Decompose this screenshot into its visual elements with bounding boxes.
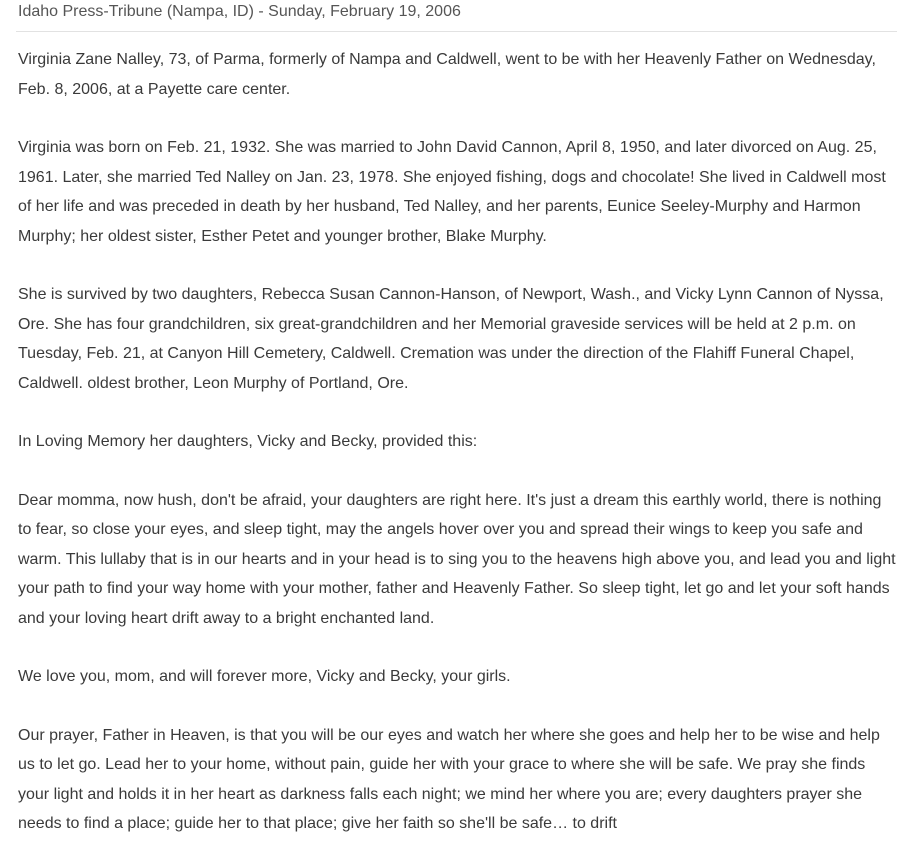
paragraph-survivors: She is survived by two daughters, Rebecca Susan Cannon-Hanson, of Newport, Wash., and Vicky Lynn Cannon of Nyssa, Ore. She has four grandchildren, six great-grandchildren and her Memorial graveside services will be held at 2 p.m. on Tuesday, Feb. 21, at Canyon Hill Cemetery, Caldwell. Cremation was under the direction of the Flahiff Funeral Chapel, Caldwell. oldest brother, Leon Murphy of Portland, Ore. (18, 286, 884, 392)
paragraph-biography: Virginia was born on Feb. 21, 1932. She was married to John David Cannon, April 8, 1950, and later divorced on Aug. 25, 1961. Later, she married Ted Nalley on Jan. 23, 1978. She enjoyed fishing, dogs and chocolate! She lived in Caldwell most of her life and was preceded in death by her husband, Ted Nalley, and her parents, Eunice Seeley-Murphy and Harmon Murphy; her oldest sister, Esther Petet and younger brother, Blake Murphy. (18, 139, 886, 245)
source-line: Idaho Press-Tribune (Nampa, ID) - Sunday, February 19, 2006 (18, 3, 461, 20)
paragraph-memory-intro: In Loving Memory her daughters, Vicky and Becky, provided this: (18, 433, 478, 450)
article-body (18, 45, 897, 839)
paragraph-lullaby: Dear momma, now hush, don't be afraid, your daughters are right here. It's just a dream this earthly world, there is nothing to fear, so close your eyes, and sleep tight, may the angels hover over you and spread their wings to keep you safe and warm. This lullaby that is in our hearts and in your head is to sing you to the heavens high above you, and lead you and light your path to find your way home with your mother, father and Heavenly Father. So sleep tight, let go and let your soft hands and your loving heart drift away to a bright enchanted land. (18, 491, 896, 627)
paragraph-intro: Virginia Zane Nalley, 73, of Parma, formerly of Nampa and Caldwell, went to be with her Heavenly Father on Wednesday, Feb. 8, 2006, at a Payette care center. (18, 51, 876, 98)
paragraph-prayer: Our prayer, Father in Heaven, is that you will be our eyes and watch her where she goes and help her to be wise and help us to let go. Lead her to your home, without pain, guide her with your grace to where she will be safe. We pray she finds your light and holds it in her heart as darkness falls each night; we mind her where you are; every daughters prayer she needs to find a place; guide her to that place; give her faith so she'll be safe… to drift (18, 726, 880, 832)
paragraph-love: We love you, mom, and will forever more, Vicky and Becky, your girls. (18, 668, 511, 685)
divider (16, 31, 897, 32)
